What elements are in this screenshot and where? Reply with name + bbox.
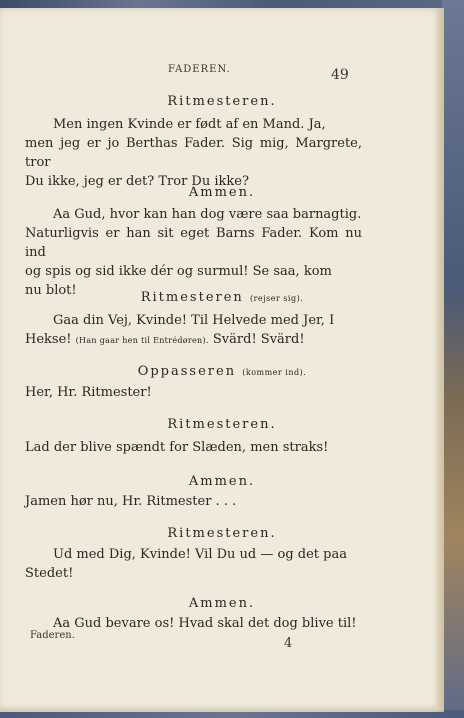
- dialogue-paragraph: [25, 115, 362, 191]
- text-line: Ud med Dig, Kvinde! Vil Du ud — og det paa: [53, 547, 347, 562]
- dialogue-paragraph: [25, 438, 362, 457]
- text-line: Men ingen Kvinde er født af en Mand. Ja,: [53, 117, 326, 132]
- speaker-name: Ammen.: [188, 185, 256, 200]
- text-line: Aa Gud bevare os! Hvad skal det dog blive til!: [53, 616, 357, 631]
- text-line: Du ikke, jeg er det? Tror Du ikke?: [25, 174, 249, 189]
- dialogue-paragraph: [25, 311, 362, 350]
- dialogue-paragraph: [25, 205, 362, 300]
- text-line: og spis og sid ikke dér og surmul! Se saa, kom: [25, 264, 332, 279]
- text-line: Hekse! (Han gaar hen til Entrédøren). Svärd! Svärd!: [25, 332, 305, 347]
- speaker-name: Ritmesteren.: [167, 526, 277, 541]
- page-number: 49: [331, 67, 349, 83]
- text-line: men jeg er jo Berthas Fader. Sig mig, Margrete, tror: [25, 136, 362, 170]
- speaker-name: Ritmesteren.: [167, 417, 277, 432]
- speaker-name: Ritmesteren.: [167, 94, 277, 109]
- speaker-name: Ritmesteren (rejser sig).: [140, 290, 304, 305]
- text-line: Aa Gud, hvor kan han dog være saa barnagtig.: [53, 207, 362, 222]
- text-line: Gaa din Vej, Kvinde! Til Helvede med Jer, I: [53, 313, 335, 328]
- signature-title: Faderen.: [30, 630, 75, 641]
- stage-direction: (kommer ind).: [242, 368, 307, 377]
- stage-direction: (rejser sig).: [249, 294, 304, 303]
- signature-number: 4: [284, 636, 293, 651]
- book-cover-right: [442, 0, 464, 718]
- dialogue-paragraph: [25, 383, 362, 402]
- speaker-name: Ammen.: [188, 474, 256, 489]
- speaker-name: Oppasseren (kommer ind).: [137, 364, 307, 379]
- text-line: Lad der blive spændt for Slæden, men straks!: [25, 440, 329, 455]
- speaker-name: Ammen.: [188, 596, 256, 611]
- dialogue-paragraph: [25, 614, 362, 633]
- running-head: FADEREN.: [168, 64, 231, 75]
- dialogue-paragraph: [25, 545, 362, 583]
- text-line: Naturligvis er han sit eget Barns Fader. Kom nu ind: [25, 226, 362, 260]
- text-line: nu blot!: [25, 283, 77, 298]
- dialogue-paragraph: [25, 492, 362, 511]
- text-line: Stedet!: [25, 566, 74, 581]
- stage-direction: (Han gaar hen til Entrédøren).: [75, 336, 209, 345]
- text-line: Jamen hør nu, Hr. Ritmester . . .: [25, 494, 237, 509]
- text-line: Her, Hr. Ritmester!: [25, 385, 152, 400]
